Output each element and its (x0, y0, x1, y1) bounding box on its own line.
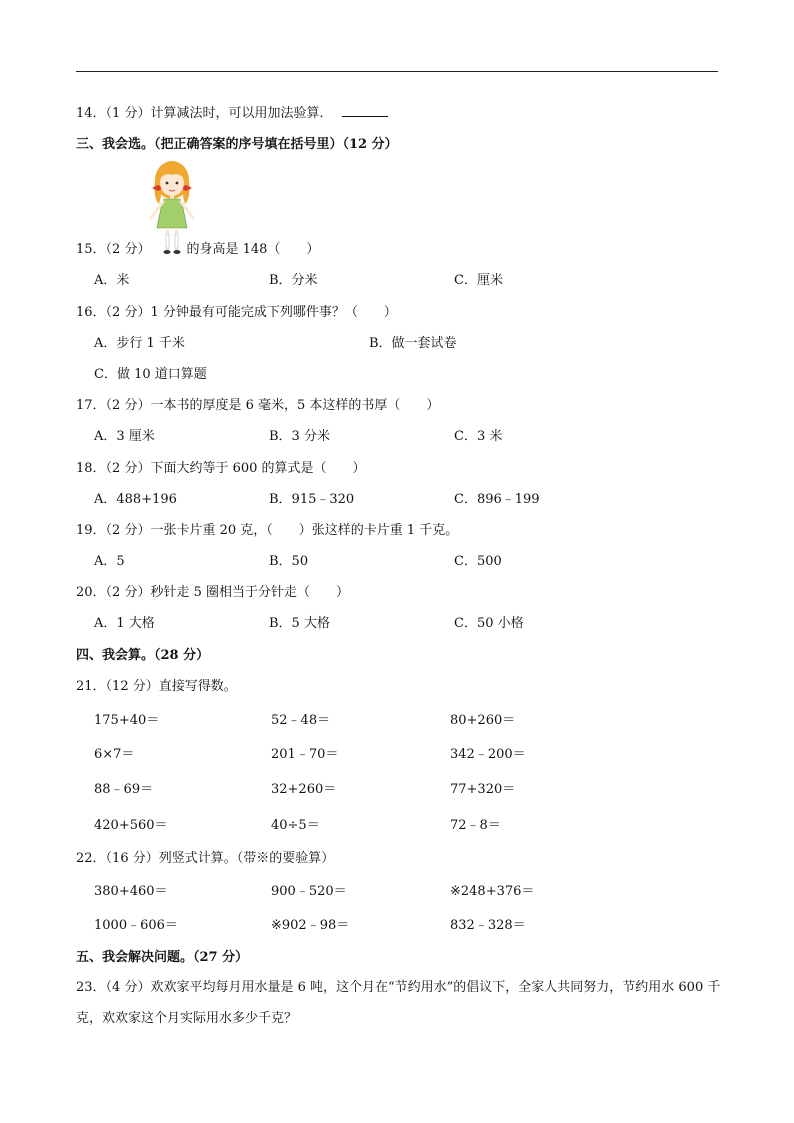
question-23-text: 23．（4 分）欢欢家平均每月用水量是 6 吨，这个月在“节约用水”的倡议下，全家人共同努力，节约用水 600 千克，欢欢家这个月实际用水多少千克？ (76, 980, 721, 1026)
calc-item: 201﹣70＝ (271, 747, 339, 762)
option-15-a[interactable]: A．米 (94, 273, 130, 288)
option-16-a[interactable]: A．步行 1 千米 (94, 336, 185, 351)
option-16-b[interactable]: B．做一套试卷 (369, 336, 457, 351)
option-16-c[interactable]: C．做 10 道口算题 (94, 367, 207, 382)
section-3-title: 三、我会选。（把正确答案的序号填在括号里）（12 分） (76, 137, 398, 152)
question-16-text: 16．（2 分）1 分钟最有可能完成下列哪件事？（ ） (76, 305, 397, 320)
vertical-calc-item: ※248+376＝ (450, 884, 535, 899)
question-22-text: 22．（16 分）列竖式计算。（带※的要验算） (76, 851, 335, 866)
calc-item: 342﹣200＝ (450, 747, 526, 762)
option-15-b[interactable]: B．分米 (269, 273, 318, 288)
option-18-b[interactable]: B．915﹣320 (269, 492, 355, 507)
section-4-title: 四、我会算。（28 分） (76, 648, 210, 663)
vertical-calc-item: 380+460＝ (94, 884, 168, 899)
calc-item: 420+560＝ (94, 818, 168, 833)
question-18-text: 18．（2 分）下面大约等于 600 的算式是（ ） (76, 461, 366, 476)
section-5-title: 五、我会解决问题。（27 分） (76, 950, 249, 965)
option-19-b[interactable]: B．50 (269, 554, 309, 569)
option-19-a[interactable]: A．5 (94, 554, 125, 569)
question-19-text: 19．（2 分）一张卡片重 20 克，（ ）张这样的卡片重 1 千克。 (76, 523, 459, 538)
option-17-a[interactable]: A．3 厘米 (94, 429, 155, 444)
option-18-a[interactable]: A．488+196 (94, 492, 177, 507)
calc-item: 40÷5＝ (271, 818, 320, 833)
vertical-calc-item: 1000﹣606＝ (94, 918, 178, 933)
calc-item: 88﹣69＝ (94, 782, 154, 797)
option-19-c[interactable]: C．500 (454, 554, 502, 569)
vertical-calc-item: ※902﹣98＝ (271, 918, 350, 933)
calc-item: 52﹣48＝ (271, 713, 331, 728)
vertical-calc-item: 900﹣520＝ (271, 884, 347, 899)
option-15-c[interactable]: C．厘米 (454, 273, 503, 288)
option-17-b[interactable]: B．3 分米 (269, 429, 330, 444)
calc-item: 6×7＝ (94, 747, 135, 762)
calc-item: 72﹣8＝ (450, 818, 501, 833)
question-15-prefix: 15．（2 分） (76, 242, 151, 257)
question-17-text: 17．（2 分）一本书的厚度是 6 毫米，5 本这样的书厚（ ） (76, 398, 440, 413)
vertical-calc-item: 832﹣328＝ (450, 918, 526, 933)
question-15 (76, 238, 319, 257)
question-14-text: 14．（1 分）计算减法时，可以用加法验算． (76, 106, 333, 121)
option-20-b[interactable]: B．5 大格 (269, 616, 330, 631)
question-21-text: 21．（12 分）直接写得数。 (76, 679, 237, 694)
calc-item: 175+40＝ (94, 713, 160, 728)
option-17-c[interactable]: C．3 米 (454, 429, 503, 444)
option-20-a[interactable]: A．1 大格 (94, 616, 155, 631)
calc-item: 32+260＝ (271, 782, 337, 797)
question-20-text: 20．（2 分）秒针走 5 圈相当于分针走（ ） (76, 585, 349, 600)
option-20-c[interactable]: C．50 小格 (454, 616, 524, 631)
question-14 (76, 102, 388, 121)
question-15-suffix: 的身高是 148（ ） (186, 242, 320, 257)
header-rule (76, 71, 718, 72)
answer-blank[interactable] (342, 106, 388, 117)
calc-item: 77+320＝ (450, 782, 516, 797)
option-18-c[interactable]: C．896﹣199 (454, 492, 540, 507)
calc-item: 80+260＝ (450, 713, 516, 728)
